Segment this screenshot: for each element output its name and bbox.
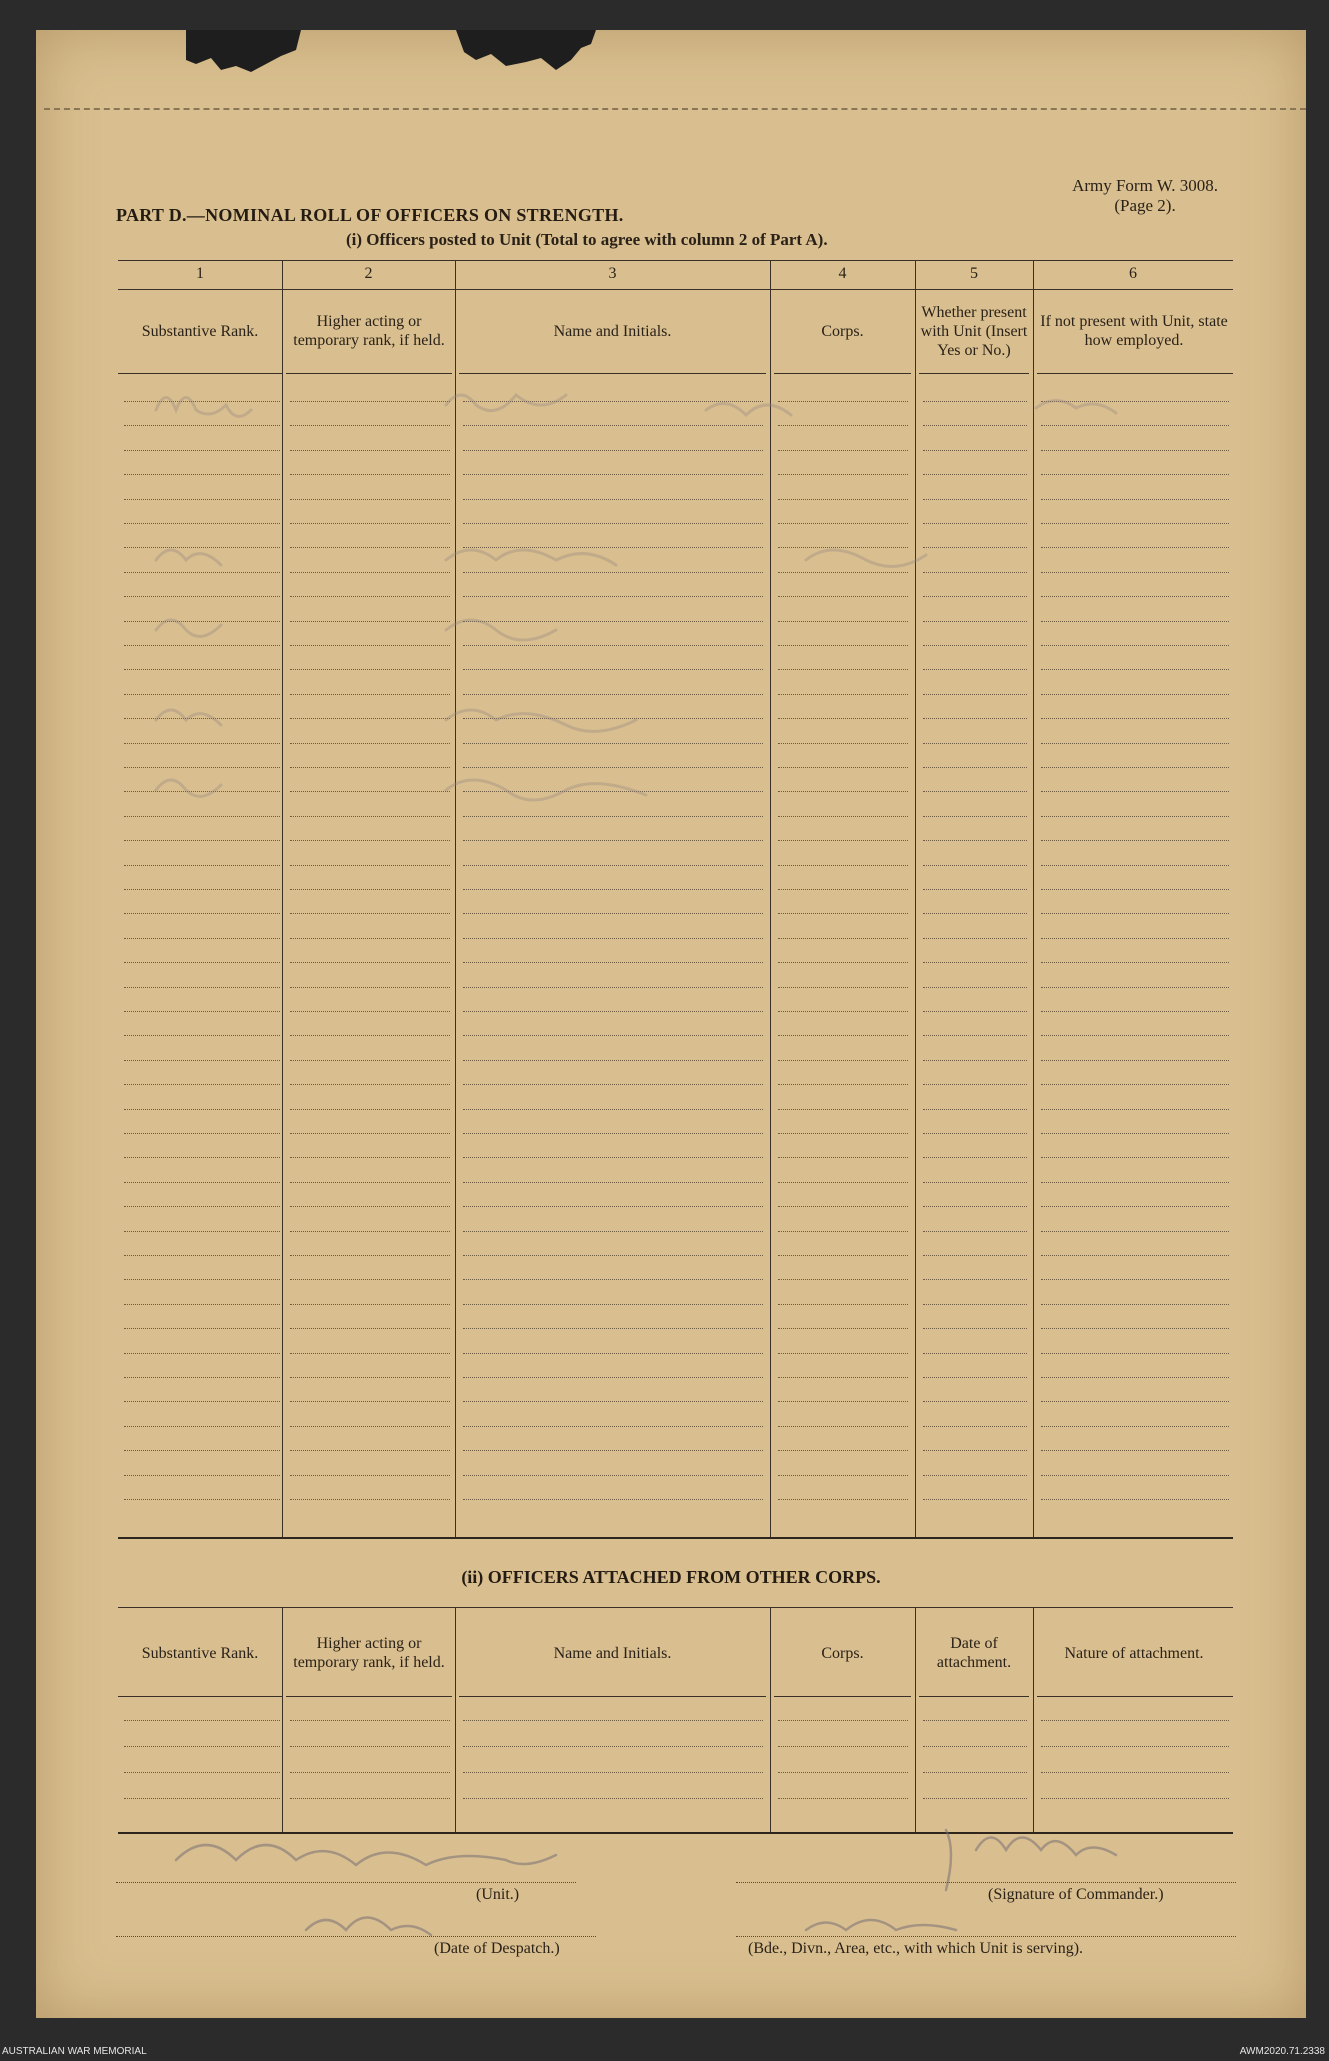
ruled-line [1041,1255,1229,1256]
section-ii-title: (ii) OFFICERS ATTACHED FROM OTHER CORPS. [461,1567,881,1587]
ruled-line [778,962,908,963]
ruled-line [778,1157,908,1158]
header-higher-acting-rank: Higher acting or temporary rank, if held. [293,313,445,349]
ruled-line [923,1255,1027,1256]
ruled-line [124,938,280,939]
ruled-line [290,1060,450,1061]
ruled-line [923,1133,1027,1134]
ruled-line [778,913,908,914]
ruled-line [778,1328,908,1329]
form-reference [1072,176,1218,216]
ruled-line [923,1426,1027,1427]
faint-handwriting [116,370,1236,830]
ruled-line [463,840,763,841]
ruled-line [290,1279,450,1280]
ruled-line [463,1328,763,1329]
ruled-line [1041,1746,1229,1747]
ruled-line [124,962,280,963]
column-number-5: 5 [970,265,978,282]
header-underline [459,1696,766,1697]
ruled-line [463,1720,763,1721]
ruled-line [463,1060,763,1061]
ruled-line [923,962,1027,963]
ruled-line [778,889,908,890]
ruled-line [463,1304,763,1305]
ruled-line [1041,913,1229,914]
ruled-line [778,1746,908,1747]
form-number: Army Form W. 3008. [1072,176,1218,195]
ruled-line [290,913,450,914]
ruled-line [923,1499,1027,1500]
formation-line [736,1936,1236,1937]
ruled-line [1041,1720,1229,1721]
ruled-line [463,1772,763,1773]
ruled-line [290,962,450,963]
ruled-line [463,1206,763,1207]
ruled-line [1041,1304,1229,1305]
ruled-line [1041,1353,1229,1354]
ruled-line [124,913,280,914]
ruled-line [290,987,450,988]
ruled-line [463,938,763,939]
ruled-line [290,889,450,890]
ruled-line [778,1060,908,1061]
ruled-line [290,1426,450,1427]
ruled-line [778,1304,908,1305]
ruled-line [923,1746,1027,1747]
ruled-line [290,840,450,841]
ruled-line [463,1499,763,1500]
ruled-line [923,1109,1027,1110]
ruled-line [124,1426,280,1427]
ruled-line [290,1328,450,1329]
ruled-line [290,1746,450,1747]
ruled-line [923,1772,1027,1773]
ruled-line [923,865,1027,866]
header-underline [118,1696,282,1697]
header-corps: Corps. [821,1644,864,1662]
ruled-line [463,889,763,890]
ruled-line [778,1035,908,1036]
ruled-line [923,1060,1027,1061]
ruled-line [463,1157,763,1158]
ruled-line [124,1377,280,1378]
ruled-line [124,1231,280,1232]
ruled-line [124,1279,280,1280]
ruled-line [778,1279,908,1280]
ruled-line [1041,840,1229,841]
unit-label: (Unit.) [476,1886,520,1903]
ruled-line [923,889,1027,890]
ruled-line [778,1426,908,1427]
column-number-2: 2 [364,265,373,282]
ruled-line [463,1426,763,1427]
ruled-line [923,1401,1027,1402]
ruled-line [463,1377,763,1378]
ruled-line [778,1450,908,1451]
ruled-line [124,1499,280,1500]
ruled-line [124,1011,280,1012]
column-number-3: 3 [608,265,617,282]
header-how-employed: If not present with Unit, state how employed. [1040,313,1228,349]
ruled-line [463,1109,763,1110]
header-higher-acting-rank: Higher acting or temporary rank, if held. [293,1635,445,1671]
ruled-line [1041,1328,1229,1329]
ruled-line [778,987,908,988]
ruled-line [463,1746,763,1747]
header-substantive-rank: Substantive Rank. [141,322,259,340]
header-whether-present: Whether present with Unit (Insert Yes or No.) [920,303,1028,359]
ruled-line [778,1475,908,1476]
ruled-line [463,1084,763,1085]
ruled-line [124,1720,280,1721]
ruled-line [290,1255,450,1256]
column-number-1: 1 [196,265,204,282]
ruled-line [290,1109,450,1110]
ruled-line [290,1182,450,1183]
ruled-line [923,1011,1027,1012]
ruled-line [923,1304,1027,1305]
ruled-line [778,1109,908,1110]
ruled-line [463,1353,763,1354]
ruled-line [290,1475,450,1476]
ruled-line [290,1084,450,1085]
header-underline [919,1696,1029,1697]
ruled-line [923,1206,1027,1207]
section-i-title: (i) Officers posted to Unit (Total to agree with column 2 of Part A). [346,230,828,249]
ruled-line [923,1231,1027,1232]
archive-caption: AUSTRALIAN WAR MEMORIAL [2,2046,147,2057]
ruled-line [124,1255,280,1256]
header-nature-of-attachment: Nature of attachment. [1064,1644,1204,1662]
ruled-line [1041,1206,1229,1207]
ruled-line [124,1109,280,1110]
ruled-line [290,1450,450,1451]
torn-top-edge [36,30,1306,90]
ruled-line [124,1401,280,1402]
ruled-line [1041,1450,1229,1451]
header-underline [774,1696,911,1697]
ruled-line [290,1304,450,1305]
ruled-line [778,1401,908,1402]
ruled-line [1041,1772,1229,1773]
ruled-line [290,865,450,866]
ruled-line [1041,1157,1229,1158]
ruled-line [290,1231,450,1232]
ruled-line [1041,1377,1229,1378]
perforation-line [44,108,1306,110]
form-page [36,30,1306,2018]
ruled-line [290,1377,450,1378]
signature-label: (Signature of Commander.) [988,1886,1164,1903]
ruled-line [1041,1084,1229,1085]
ruled-line [1041,1426,1229,1427]
ruled-line [463,987,763,988]
ruled-line [778,1084,908,1085]
ruled-line [1041,1182,1229,1183]
ruled-line [463,1279,763,1280]
ruled-line [1041,1133,1229,1134]
ruled-line [124,1133,280,1134]
ruled-line [124,1772,280,1773]
ruled-line [124,840,280,841]
column-number-4: 4 [838,265,847,282]
ruled-line [1041,1231,1229,1232]
ruled-line [778,1231,908,1232]
ruled-line [463,865,763,866]
header-name-and-initials: Name and Initials. [553,1644,672,1662]
ruled-line [1041,865,1229,866]
header-name-and-initials: Name and Initials. [553,322,672,340]
ruled-line [1041,889,1229,890]
ruled-line [778,1255,908,1256]
ruled-line [124,1450,280,1451]
ruled-line [463,1231,763,1232]
ruled-line [1041,938,1229,939]
ruled-line [1041,1499,1229,1500]
ruled-line [923,1353,1027,1354]
ruled-line [463,1401,763,1402]
ruled-line [124,987,280,988]
column-number-separator [118,289,1233,290]
ruled-line [778,1206,908,1207]
unit-line [116,1882,576,1883]
ruled-line [290,1035,450,1036]
ruled-line [923,1450,1027,1451]
part-title: PART D.—NOMINAL ROLL OF OFFICERS ON STRENGTH. [116,205,624,225]
formation-label: (Bde., Divn., Area, etc., with which Unit is serving). [748,1940,1084,1957]
ruled-line [463,1255,763,1256]
ruled-line [124,1475,280,1476]
ruled-line [290,1157,450,1158]
ruled-line [778,1133,908,1134]
ruled-line [124,1353,280,1354]
ruled-line [923,1279,1027,1280]
ruled-line [778,865,908,866]
ruled-line [124,1746,280,1747]
ruled-line [1041,1475,1229,1476]
ruled-line [124,1035,280,1036]
ruled-line [124,1084,280,1085]
ruled-line [923,1377,1027,1378]
despatch-date-label: (Date of Despatch.) [434,1940,560,1957]
column-number-6: 6 [1129,265,1137,282]
ruled-line [124,1328,280,1329]
page-number: (Page 2). [1114,196,1176,215]
ruled-line [124,865,280,866]
ruled-line [1041,987,1229,988]
ruled-line [290,1772,450,1773]
ruled-line [1041,1035,1229,1036]
header-underline [286,1696,452,1697]
ruled-line [778,840,908,841]
ruled-line [290,1401,450,1402]
ruled-line [1041,1401,1229,1402]
ruled-line [290,1206,450,1207]
ruled-line [463,1182,763,1183]
ruled-line [124,1182,280,1183]
ruled-line [463,1133,763,1134]
ruled-line [124,1157,280,1158]
ruled-line [463,1450,763,1451]
ruled-line [778,1011,908,1012]
ruled-line [290,1011,450,1012]
ruled-line [923,1084,1027,1085]
signature-line [736,1882,1236,1883]
header-corps: Corps. [821,322,864,340]
ruled-line [463,1011,763,1012]
ruled-line [923,987,1027,988]
ruled-line [923,1182,1027,1183]
ruled-line [778,1772,908,1773]
ruled-line [923,1475,1027,1476]
ruled-line [778,1353,908,1354]
ruled-line [778,938,908,939]
ruled-line [290,938,450,939]
header-substantive-rank: Substantive Rank. [141,1644,259,1662]
ruled-line [778,1499,908,1500]
ruled-line [1041,1109,1229,1110]
ruled-line [923,1157,1027,1158]
ruled-line [923,840,1027,841]
ruled-line [124,1304,280,1305]
header-underline [1037,1696,1233,1697]
ruled-line [923,1328,1027,1329]
ruled-line [124,1060,280,1061]
ruled-line [778,1720,908,1721]
ruled-line [463,1035,763,1036]
ruled-line [923,938,1027,939]
ruled-line [290,1499,450,1500]
ruled-line [1041,1011,1229,1012]
table-bottom-rule [118,1537,1233,1539]
ruled-line [124,1206,280,1207]
ruled-line [290,1720,450,1721]
ruled-line [463,962,763,963]
ruled-line [1041,1060,1229,1061]
accession-number: AWM2020.71.2338 [1239,2046,1325,2057]
ruled-line [923,1035,1027,1036]
ruled-line [463,913,763,914]
ruled-line [778,1182,908,1183]
header-date-of-attachment: Date of attachment. [936,1635,1012,1671]
ruled-line [1041,962,1229,963]
ruled-line [923,1720,1027,1721]
despatch-date-line [116,1936,596,1937]
ruled-line [124,889,280,890]
ruled-line [463,1475,763,1476]
ruled-line [290,1133,450,1134]
ruled-line [1041,1279,1229,1280]
ruled-line [290,1353,450,1354]
ruled-line [923,913,1027,914]
ruled-line [778,1377,908,1378]
